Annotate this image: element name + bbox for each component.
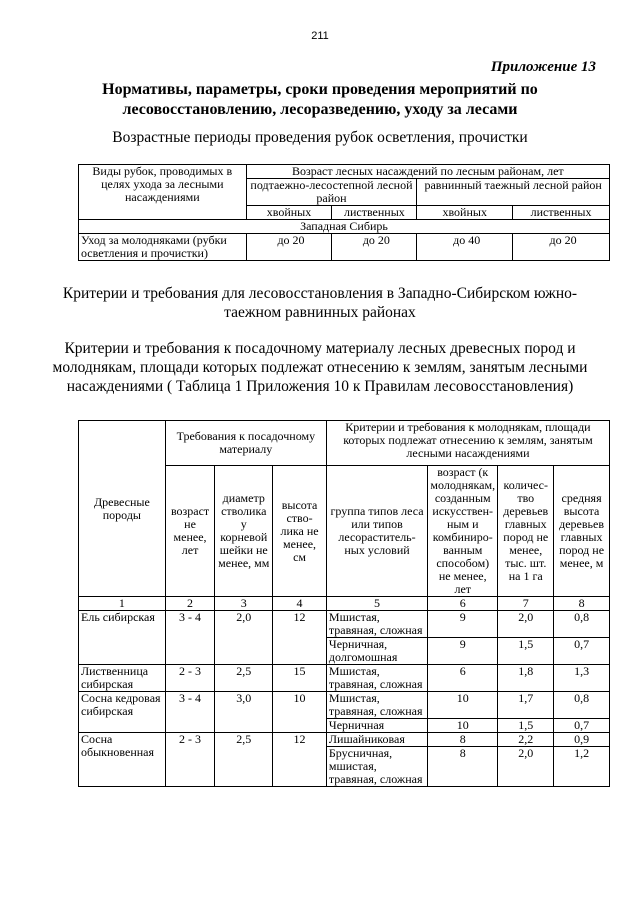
t2-species: Лиственница сибирская xyxy=(79,665,166,692)
t2-age: 3 - 4 xyxy=(165,611,215,665)
t1-value: до 20 xyxy=(246,234,332,261)
t2-header-diameter: диаметр стволика у корневой шейки не менее, мм xyxy=(215,466,273,597)
appendix-label: Приложение 13 xyxy=(490,59,596,75)
t2-column-number: 6 xyxy=(428,597,498,611)
t2-diameter: 2,0 xyxy=(215,611,273,665)
t2-count: 2,2 xyxy=(498,733,554,747)
t2-avg-height: 1,3 xyxy=(554,665,610,692)
t2-count: 1,7 xyxy=(498,692,554,719)
t1-region-row: Западная Сибирь xyxy=(79,220,610,234)
t1-header-region2: равнинный таежный лесной район xyxy=(417,179,610,206)
t2-height: 10 xyxy=(273,692,327,733)
t1-header-types: Виды рубок, проводимых в целях ухода за лесными насаждениями xyxy=(79,165,247,220)
t2-forest-type: Черничная xyxy=(326,719,427,733)
t2-species: Сосна обыкновенная xyxy=(79,733,166,787)
t2-column-number: 1 xyxy=(79,597,166,611)
t2-avg-height: 0,8 xyxy=(554,611,610,638)
t2-header-avg-height: средняя высота деревьев главных пород не менее, м xyxy=(554,466,610,597)
t2-header-age-min: возраст не менее, лет xyxy=(165,466,215,597)
page-number: 211 xyxy=(311,30,329,42)
t2-age: 2 - 3 xyxy=(165,733,215,787)
t2-young-age: 6 xyxy=(428,665,498,692)
t2-column-number: 8 xyxy=(554,597,610,611)
t2-forest-type: Черничная, долгомошная xyxy=(326,638,427,665)
t2-column-numbers xyxy=(79,597,610,611)
t1-row-label: Уход за молодняками (рубки осветления и прочистки) xyxy=(79,234,247,261)
t2-young-age: 9 xyxy=(428,638,498,665)
t2-age: 2 - 3 xyxy=(165,665,215,692)
t2-diameter: 3,0 xyxy=(215,692,273,733)
t2-count: 2,0 xyxy=(498,747,554,787)
table-row xyxy=(79,692,610,719)
t1-header-age: Возраст лесных насаждений по лесным районам, лет xyxy=(246,165,609,179)
t1-value: до 40 xyxy=(417,234,513,261)
t1-value: до 20 xyxy=(513,234,610,261)
t2-column-number: 3 xyxy=(215,597,273,611)
t2-young-age: 8 xyxy=(428,747,498,787)
t1-header-deciduous: лиственных xyxy=(332,206,417,220)
t2-age: 3 - 4 xyxy=(165,692,215,733)
t2-young-age: 10 xyxy=(428,692,498,719)
t1-header-deciduous: лиственных xyxy=(513,206,610,220)
t2-avg-height: 0,7 xyxy=(554,719,610,733)
t2-column-number: 7 xyxy=(498,597,554,611)
table-row xyxy=(79,665,610,692)
t2-count: 1,5 xyxy=(498,638,554,665)
table-row xyxy=(79,733,610,747)
t2-height: 12 xyxy=(273,733,327,787)
t1-value: до 20 xyxy=(332,234,417,261)
t2-avg-height: 1,2 xyxy=(554,747,610,787)
t2-diameter: 2,5 xyxy=(215,665,273,692)
t2-species: Ель сибирская xyxy=(79,611,166,665)
cutting-age-table xyxy=(78,164,610,261)
table-row xyxy=(79,611,610,638)
t2-forest-type: Мшистая, травяная, сложная xyxy=(326,611,427,638)
t2-header-species: Древесные породы xyxy=(79,421,166,597)
t2-young-age: 10 xyxy=(428,719,498,733)
t2-forest-type: Лишайниковая xyxy=(326,733,427,747)
t2-header-young-age: возраст (к молоднякам, созданным искусствен-ным и комбиниро-ванным способом) не менее, лет xyxy=(428,466,498,597)
block3-title: Критерии и требования к посадочному материалу лесных древесных пород и молоднякам, площади которых подлежат отнесению к землям, занятым лесными насаждениями ( Таблица 1 Приложения 10 к Правилам лесовосстановления) xyxy=(52,340,588,395)
t2-forest-type: Брусничная, мшистая, травяная, сложная xyxy=(326,747,427,787)
t1-header-coniferous: хвойных xyxy=(246,206,332,220)
t2-count: 2,0 xyxy=(498,611,554,638)
t2-count: 1,8 xyxy=(498,665,554,692)
t2-column-number: 5 xyxy=(326,597,427,611)
t2-header-planting: Требования к посадочному материалу xyxy=(165,421,326,466)
t2-young-age: 8 xyxy=(428,733,498,747)
table1-title: Возрастные периоды проведения рубок осветления, прочистки xyxy=(112,129,528,146)
t2-young-age: 9 xyxy=(428,611,498,638)
criteria-table xyxy=(78,420,610,787)
t2-count: 1,5 xyxy=(498,719,554,733)
t2-forest-type: Мшистая, травяная, сложная xyxy=(326,692,427,719)
t2-avg-height: 0,7 xyxy=(554,638,610,665)
t2-header-forest-type: группа типов леса или типов лесораститель-ных условий xyxy=(326,466,427,597)
t2-header-height: высота ство-лика не менее, см xyxy=(273,466,327,597)
t2-diameter: 2,5 xyxy=(215,733,273,787)
t2-column-number: 4 xyxy=(273,597,327,611)
document-title: Нормативы, параметры, сроки проведения мероприятий по лесовосстановлению, лесоразведению, уходу за лесами xyxy=(102,81,538,118)
t2-avg-height: 0,9 xyxy=(554,733,610,747)
block2-title: Критерии и требования для лесовосстановления в Западно-Сибирском южно-таежном равнинных районах xyxy=(62,285,578,321)
t2-header-criteria: Критерии и требования к молоднякам, площади которых подлежат отнесению к землям, занятым лесными насаждениями xyxy=(326,421,609,466)
t2-height: 12 xyxy=(273,611,327,665)
t2-avg-height: 0,8 xyxy=(554,692,610,719)
t2-header-count: количес-тво деревьев главных пород не менее, тыс. шт. на 1 га xyxy=(498,466,554,597)
t2-column-number: 2 xyxy=(165,597,215,611)
t2-species: Сосна кедровая сибирская xyxy=(79,692,166,733)
t1-header-coniferous: хвойных xyxy=(417,206,513,220)
t2-forest-type: Мшистая, травяная, сложная xyxy=(326,665,427,692)
t2-height: 15 xyxy=(273,665,327,692)
t1-header-region1: подтаежно-лесостепной лесной район xyxy=(246,179,417,206)
